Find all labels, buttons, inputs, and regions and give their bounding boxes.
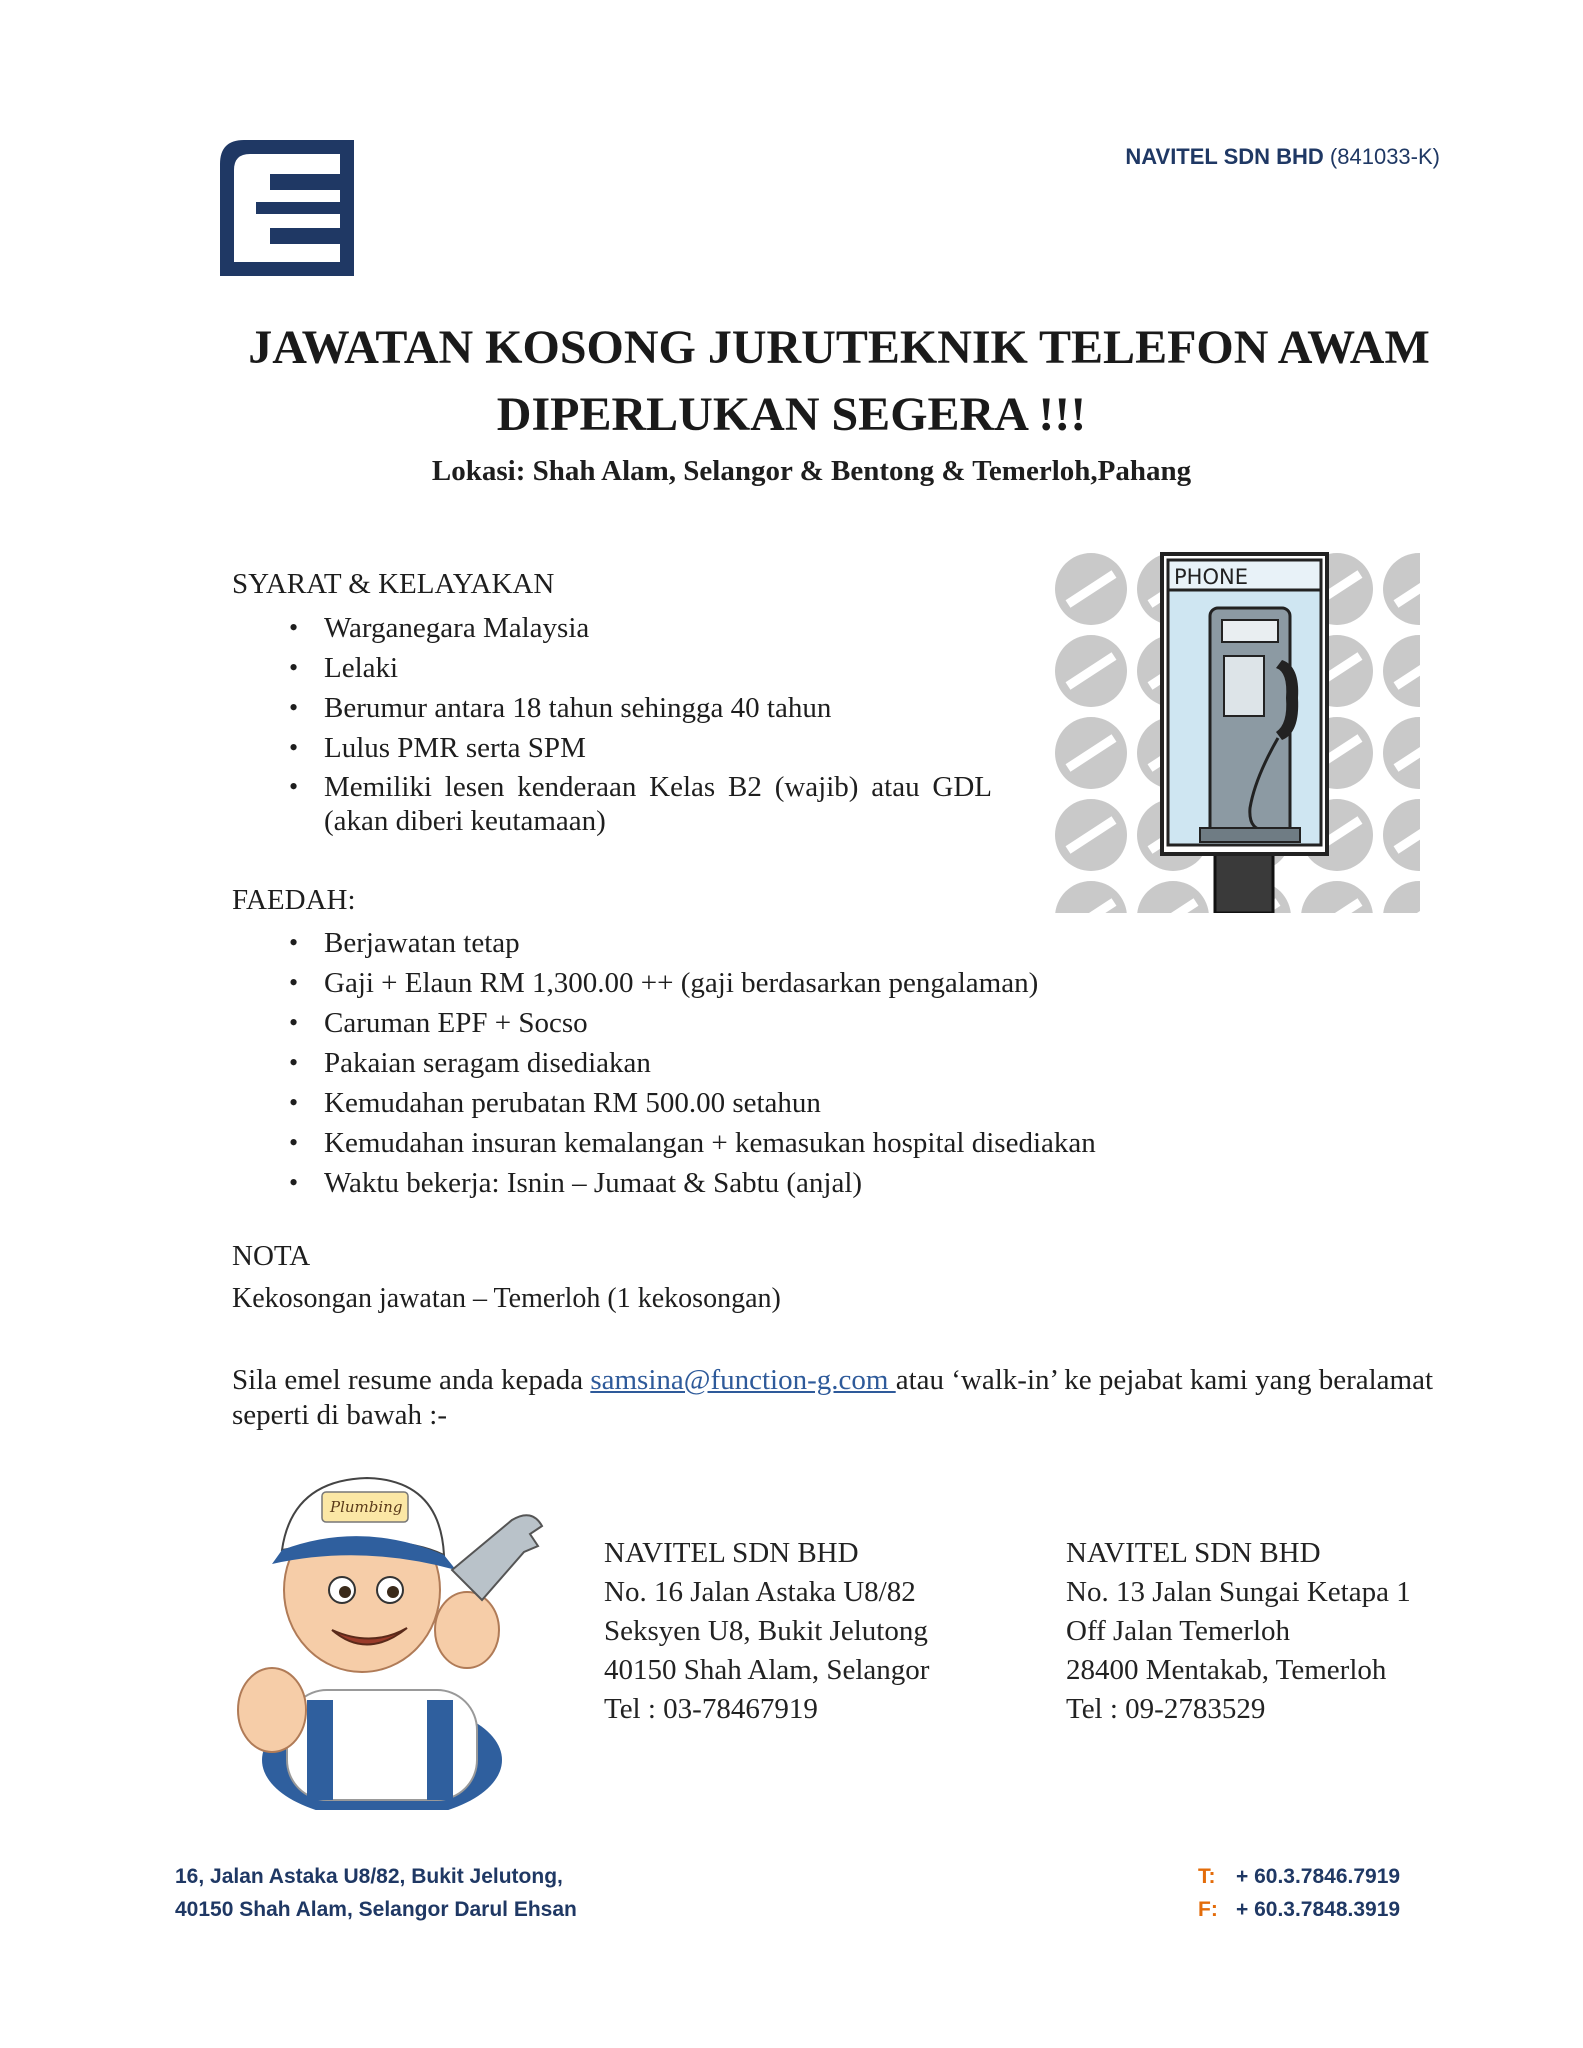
location-line: Lokasi: Shah Alam, Selangor & Bentong & Temerloh,Pahang bbox=[431, 455, 1192, 487]
list-item: • Kemudahan insuran kemalangan + kemasukan hospital disediakan bbox=[232, 1123, 1332, 1163]
note-text: Kekosongan jawatan – Temerloh (1 kekosongan) bbox=[232, 1283, 781, 1314]
benefits-title: FAEDAH: bbox=[232, 884, 356, 916]
benefits-list bbox=[232, 923, 1332, 1203]
phone-sign-text: PHONE bbox=[1174, 565, 1248, 589]
list-item: • Lelaki bbox=[232, 648, 992, 688]
page-subtitle: DIPERLUKAN SEGERA !!! bbox=[496, 388, 1087, 441]
office-name: NAVITEL SDN BHD bbox=[1066, 1537, 1321, 1569]
office-tel: Tel : 03-78467919 bbox=[604, 1693, 818, 1725]
office-address-shah-alam bbox=[604, 1534, 929, 1729]
list-item: • Gaji + Elaun RM 1,300.00 ++ (gaji berdasarkan pengalaman) bbox=[232, 963, 1332, 1003]
office-line: Off Jalan Temerloh bbox=[1066, 1615, 1290, 1647]
list-item: • Warganegara Malaysia bbox=[232, 608, 992, 648]
footer-tel: + 60.3.7846.7919 bbox=[1236, 1865, 1401, 1888]
instructions-before: Sila emel resume anda kepada bbox=[232, 1364, 591, 1396]
list-item: • Waktu bekerja: Isnin – Jumaat & Sabtu (anjal) bbox=[232, 1163, 1332, 1203]
list-item: • Memiliki lesen kenderaan Kelas B2 (wajib) atau GDL (akan diberi keutamaan) bbox=[232, 770, 992, 838]
header-registration: (841033-K) bbox=[1329, 144, 1440, 169]
list-item: • Berumur antara 18 tahun sehingga 40 tahun bbox=[232, 688, 992, 728]
requirements-list bbox=[232, 608, 992, 838]
company-logo-icon bbox=[220, 140, 354, 276]
office-address-temerloh bbox=[1066, 1534, 1411, 1729]
office-line: Seksyen U8, Bukit Jelutong bbox=[604, 1615, 928, 1647]
requirements-title: SYARAT & KELAYAKAN bbox=[232, 568, 555, 600]
office-line: No. 13 Jalan Sungai Ketapa 1 bbox=[1066, 1576, 1411, 1608]
footer-contact bbox=[1198, 1860, 1400, 1926]
list-item: • Caruman EPF + Socso bbox=[232, 1003, 1332, 1043]
footer-fax: + 60.3.7848.3919 bbox=[1236, 1898, 1401, 1921]
footer-fax-label: F: bbox=[1198, 1898, 1218, 1921]
footer-tel-label: T: bbox=[1198, 1865, 1216, 1888]
application-instructions bbox=[232, 1363, 1447, 1433]
office-tel: Tel : 09-2783529 bbox=[1066, 1693, 1266, 1725]
office-line: 28400 Mentakab, Temerloh bbox=[1066, 1654, 1387, 1686]
list-item: • Lulus PMR serta SPM bbox=[232, 728, 992, 768]
footer-tel-row bbox=[1198, 1860, 1400, 1893]
note-title: NOTA bbox=[232, 1240, 311, 1272]
list-item: • Berjawatan tetap bbox=[232, 923, 1332, 963]
page-title: JAWATAN KOSONG JURUTEKNIK TELEFON AWAM bbox=[248, 321, 1430, 374]
email-link[interactable]: samsina@function-g.com bbox=[590, 1364, 896, 1396]
header-company bbox=[1125, 144, 1440, 170]
footer-fax-row bbox=[1198, 1893, 1400, 1926]
office-line: No. 16 Jalan Astaka U8/82 bbox=[604, 1576, 916, 1608]
office-name: NAVITEL SDN BHD bbox=[604, 1537, 859, 1569]
office-line: 40150 Shah Alam, Selangor bbox=[604, 1654, 930, 1686]
list-item: • Pakaian seragam disediakan bbox=[232, 1043, 1332, 1083]
list-item: • Kemudahan perubatan RM 500.00 setahun bbox=[232, 1083, 1332, 1123]
footer-address-line: 16, Jalan Astaka U8/82, Bukit Jelutong, bbox=[175, 1865, 563, 1888]
header-company-name: NAVITEL SDN BHD bbox=[1125, 144, 1324, 169]
technician-illustration bbox=[212, 1460, 567, 1810]
payphone-illustration bbox=[1050, 548, 1420, 913]
footer-address-line: 40150 Shah Alam, Selangor Darul Ehsan bbox=[175, 1898, 577, 1921]
cap-text: Plumbing bbox=[330, 1498, 403, 1516]
footer-address bbox=[175, 1860, 577, 1926]
instructions-after: atau ‘walk-in’ ke pejabat kami yang beralamat seperti di bawah :- bbox=[232, 1364, 1434, 1431]
